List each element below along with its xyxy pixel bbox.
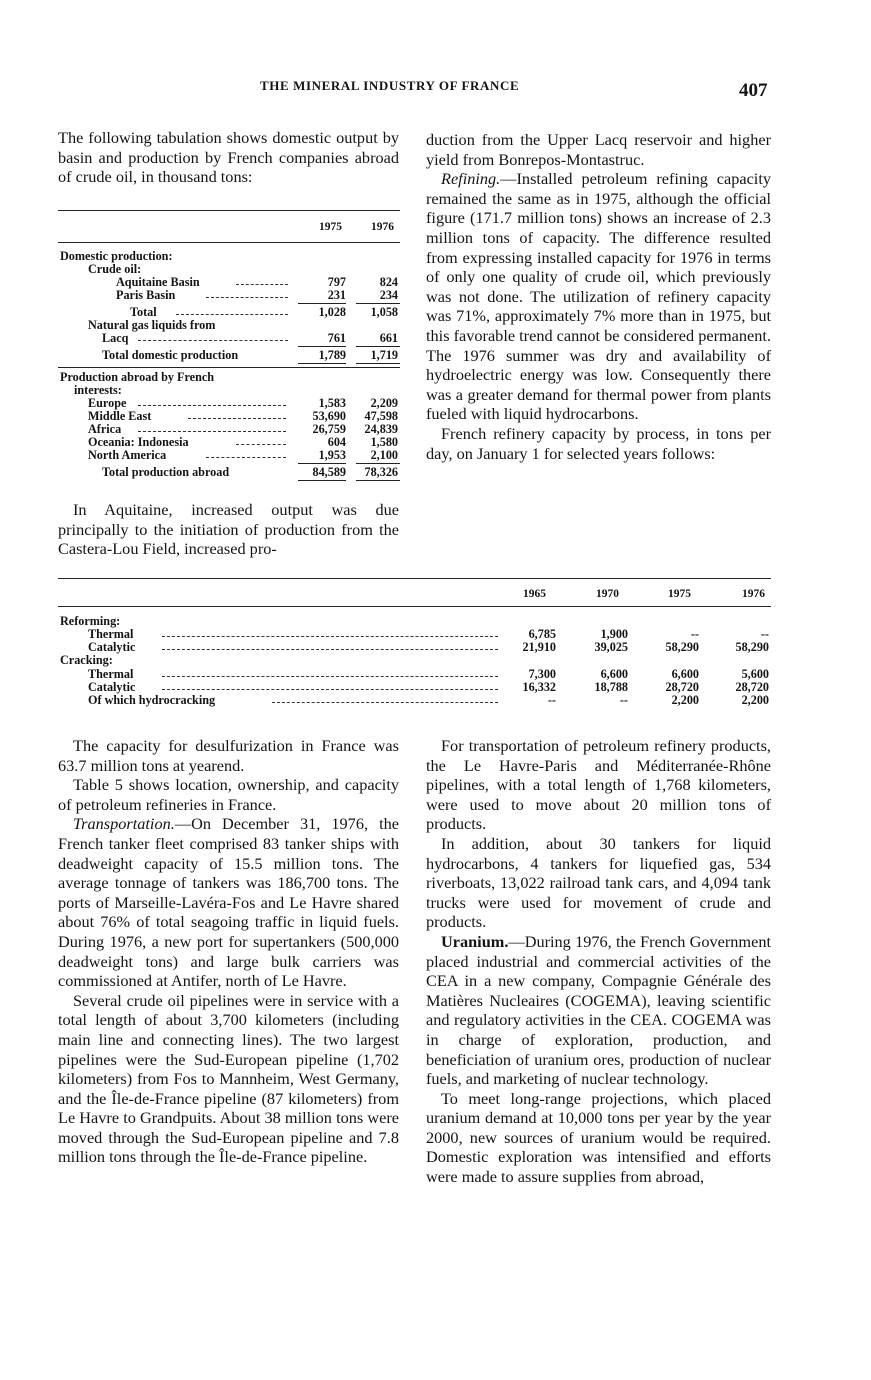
table-row-total-domestic: Total domestic production 1,789 1,719 — [102, 348, 398, 362]
table-top-rule — [58, 578, 771, 579]
right-column-top — [426, 130, 771, 463]
year-1975-header: 1975 — [319, 221, 342, 233]
lower-left-column — [58, 736, 399, 1167]
intro-paragraph: The following tabulation shows domestic output by basin and production by French companies abroad of crude oil, in thousand tons: — [58, 128, 399, 187]
uranium-text: —During 1976, the French Government placed industrial and commercial activities of the CEA in a new company, Compagnie Générale des Matières Nucleaires (COGEMA), leaving scientific and regulatory activities in the CEA. COGEMA was in charge of exploration, production, and beneficiation of uranium ores, production of nuclear fuels, and marketing of nuclear technology. — [426, 931, 771, 1089]
transportation-heading: Transportation. — [73, 814, 175, 834]
header-rule — [58, 242, 400, 243]
header-rule — [58, 606, 771, 607]
table-row: Thermal 7,300 6,600 6,600 5,600 — [88, 667, 769, 681]
table-row-total: Total 1,028 1,058 — [130, 305, 398, 319]
table-row: Europe 1,583 2,209 — [88, 396, 398, 410]
refining-paragraph — [426, 169, 771, 424]
table-row: Africa 26,759 24,839 — [88, 422, 398, 436]
table-row: Catalytic 16,332 18,788 28,720 28,720 — [88, 680, 769, 694]
table-row: Paris Basin 231 234 — [116, 288, 398, 302]
running-head: THE MINERAL INDUSTRY OF FRANCE — [260, 78, 520, 93]
table-row-total-abroad: Total production abroad 84,589 78,326 — [102, 465, 398, 479]
desulfurization-paragraph: The capacity for desulfurization in France was 63.7 million tons at yearend. — [58, 736, 399, 775]
table-row: Of which hydrocracking -- -- 2,200 2,200 — [88, 693, 769, 707]
crude-oil-table: 1975 1976 Domestic production: Crude oil: Aquitaine Basin 797 824 Paris Basin 231 234 Total 1,028 1,058 Natural gas liquids from Lacq 761 661 Total domestic production 1,789 1,719 Production abroad by French interests: Europe 1,583 2,209 Middle East 53,690 47,598 Africa 26,759 24,839 Oceania: Indonesia 604 1,580 North America 1,953 2,100 Total production abroad 84,589 78,326 — [58, 210, 400, 485]
table-top-rule — [58, 210, 400, 211]
refining-heading: Refining. — [441, 169, 501, 189]
transportation-paragraph — [58, 814, 399, 990]
uranium-heading: Uranium. — [441, 931, 509, 951]
table-row: North America 1,953 2,100 — [88, 448, 398, 462]
refinery-capacity-intro: French refinery capacity by process, in tons per day, on January 1 for selected years follows: — [426, 423, 771, 463]
projections-paragraph: To meet long-range projections, which placed uranium demand at 10,000 tons per year by the year 2000, new sources of uranium would be required. Domestic exploration was intensified and efforts were made to assure supplies from abroad, — [426, 1088, 771, 1187]
table-row: Aquitaine Basin 797 824 — [116, 275, 398, 289]
tankers-paragraph: In addition, about 30 tankers for liquid hydrocarbons, 4 tankers for liquefied gas, 534 riverboats, 13,022 railroad tank cars, and 4,094 tank trucks were used for movement of crude and products. — [426, 833, 771, 932]
table-row: Thermal 6,785 1,900 -- -- — [88, 627, 769, 641]
year-1976-header: 1976 — [371, 221, 394, 233]
table5-paragraph: Table 5 shows location, ownership, and capacity of petroleum refineries in France. — [58, 775, 399, 814]
table-row: Middle East 53,690 47,598 — [88, 409, 398, 423]
lower-right-column — [426, 736, 771, 1187]
refinery-capacity-table: 1965 1970 1975 1976 Reforming: Thermal 6,785 1,900 -- -- Catalytic 21,910 39,025 58,290 58,290 Cracking: Thermal 7,300 6,600 6,600 5,600 Catalytic 16,332 18,788 28,720 28,720 Of which hydrocracking -- -- 2,200 2,200 — [58, 578, 771, 713]
table-header-row — [58, 221, 400, 234]
table-row: Lacq 761 661 — [102, 331, 398, 345]
refining-text: —Installed petroleum refining capacity remained the same as in 1975, although the official figure (171.7 million tons) shows an increase of 2.3 million tons of capacity. The difference resulted from expressing installed capacity for 1976 in terms of only one quality of crude oil, which previously was not done. The utilization of refinery capacity was 71%, approximately 7% more than in 1975, but this favorable trend cannot be considered permanent. The 1976 summer was dry and availability of hydroelectric energy was low. Consequently there was a greater demand for thermal power from plants fueled with liquid hydrocarbons. — [426, 169, 771, 424]
page-number: 407 — [739, 80, 768, 101]
aquitaine-paragraph: In Aquitaine, increased output was due principally to the initiation of production from the Castera-Lou Field, increased pro- — [58, 500, 399, 559]
table-header-row: 1965 1970 1975 1976 — [523, 588, 765, 600]
section-rule — [58, 367, 400, 368]
table-row: Catalytic 21,910 39,025 58,290 58,290 — [88, 640, 769, 654]
transportation-text: —On December 31, 1976, the French tanker fleet comprised 83 tanker ships with deadweight capacity of 15.5 million tons. The average tonnage of tankers was 186,700 tons. The ports of Marseille-Lavéra-Fos and Le Havre shared about 76% of total seagoing traffic in liquid fuels. During 1976, a new port for supertankers (500,000 deadweight tons) and large bulk carriers was commissioned at Antifer, north of Le Havre. — [58, 814, 399, 991]
table-row: Oceania: Indonesia 604 1,580 — [88, 435, 398, 449]
refinery-products-paragraph: For transportation of petroleum refinery products, the Le Havre-Paris and Méditerranée-Rhône pipelines, with a total length of 1,768 kilometers, were used to move about 20 million tons of products. — [426, 736, 771, 834]
uranium-paragraph — [426, 932, 771, 1089]
pipelines-paragraph: Several crude oil pipelines were in service with a total length of about 3,700 kilometers (including main line and connecting lines). The two largest pipelines were the Sud-European pipeline (1,702 kilometers) from Fos to Mannheim, West Germany, and the Île-de-France pipeline (87 kilometers) from Le Havre to Grandpuits. About 38 million tons were moved through the Sud-European pipeline and 7.8 million tons through the Île-de-France pipeline. — [58, 990, 399, 1167]
lacq-continuation: duction from the Upper Lacq reservoir and higher yield from Bonrepos-Montastruc. — [426, 130, 771, 169]
